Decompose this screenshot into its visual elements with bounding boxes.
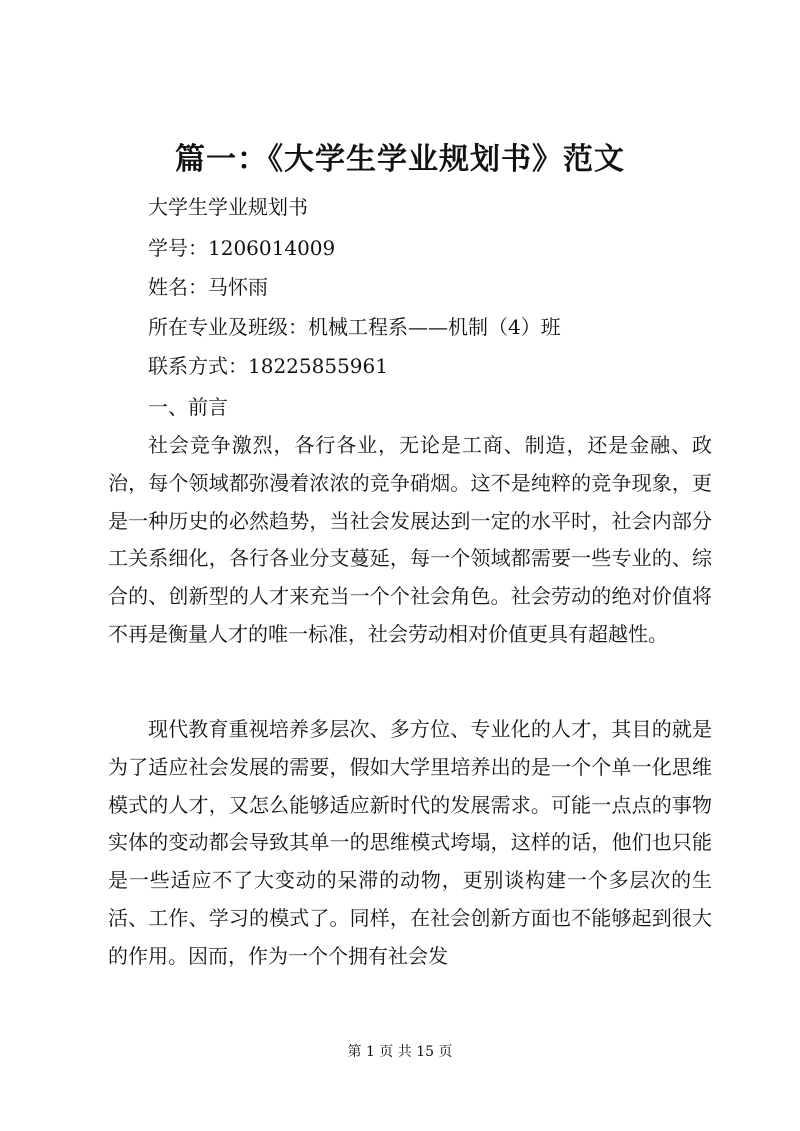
page-footer: 第 1 页 共 15 页 [347,1044,453,1060]
section-heading: 一、前言 [148,395,228,419]
student-id-line: 学号：1206014009 [148,236,336,260]
contact-line: 联系方式：18225855961 [148,354,388,378]
major-class-line: 所在专业及班级：机械工程系——机制（4）班 [148,315,561,339]
body-paragraph-2: 现代教育重视培养多层次、多方位、专业化的人才，其目的就是为了适应社会发展的需要，假如大学里培养出的是一个个单一化思维模式的人才，又怎么能够适应新时代的发展需求。可能一点点的事物实体的变动都会导致其单一的思维模式垮塌，这样的话，他们也只能是一些适应不了大变动的呆滞的动物，更别谈构建一个多层次的生活、工作、学习的模式了。同样，在社会创新方面也不能够起到很大的作用。因而，作为一个个拥有社会发 [108,717,712,968]
document-title: 篇一：《大学生学业规划书》范文 [175,142,625,177]
doc-heading: 大学生学业规划书 [148,195,308,219]
student-name-line: 姓名：马怀雨 [148,275,268,299]
body-paragraph-1: 社会竞争激烈，各行各业，无论是工商、制造，还是金融、政治，每个领域都弥漫着浓浓的竞争硝烟。这不是纯粹的竞争现象，更是一种历史的必然趋势，当社会发展达到一定的水平时，社会内部分工关系细化，各行各业分支蔓延，每一个领域都需要一些专业的、综合的、创新型的人才来充当一个个社会角色。社会劳动的绝对价值将不再是衡量人才的唯一标准，社会劳动相对价值更具有超越性。 [108,433,712,646]
